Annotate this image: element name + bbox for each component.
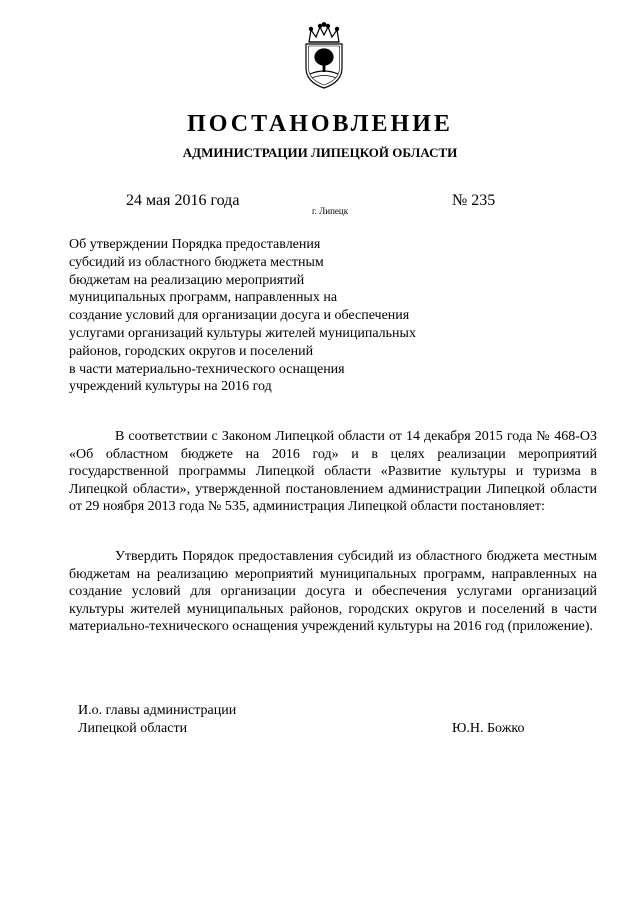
heading-line: субсидий из областного бюджета местным bbox=[69, 254, 324, 270]
signatory-position bbox=[78, 702, 236, 737]
heading-line: в части материально-технического оснащения bbox=[69, 361, 345, 377]
document-subtitle: АДМИНИСТРАЦИИ ЛИПЕЦКОЙ ОБЛАСТИ bbox=[182, 145, 458, 160]
heading-line: районов, городских округов и поселений bbox=[69, 343, 314, 359]
preamble-paragraph: В соответствии с Законом Липецкой области от 14 декабря 2015 года № 468-ОЗ «Об областном бюджете на 2016 год» и в целях реализации мероприятий государственной программы Липецкой области «Развитие культуры и туризма в Липецкой области», утвержденной постановлением администрации Липецкой области от 29 ноября 2013 года № 535, администрация Липецкой области постановляет: bbox=[69, 429, 597, 515]
signatory-name: Ю.Н. Божко bbox=[452, 721, 525, 736]
heading-line: муниципальных программ, направленных на bbox=[69, 290, 338, 306]
document-heading bbox=[69, 236, 489, 396]
heading-line: учреждений культуры на 2016 год bbox=[69, 379, 272, 395]
signatory-position-line: Липецкой области bbox=[78, 720, 188, 736]
signatory-position-line: И.о. главы администрации bbox=[78, 703, 237, 718]
heading-line: создание условий для организации досуга и обеспечения bbox=[69, 308, 410, 324]
heading-line: услугами организаций культуры жителей муниципальных bbox=[69, 325, 416, 341]
resolution-paragraph: Утвердить Порядок предоставления субсидий из областного бюджета местным бюджетам на реализацию мероприятий муниципальных программ, направленных на создание условий для организации досуга и обеспечения услугами организаций культуры жителей муниципальных районов, городских округов и поселений в части материально-технического оснащения учреждений культуры на 2016 год (приложение). bbox=[69, 549, 597, 635]
document-number: № 235 bbox=[452, 192, 496, 209]
heading-line: бюджетам на реализацию мероприятий bbox=[69, 272, 305, 288]
document-city: г. Липецк bbox=[312, 206, 349, 216]
document-title: ПОСТАНОВЛЕНИЕ bbox=[187, 111, 453, 137]
heading-line: Об утверждении Порядка предоставления bbox=[69, 237, 321, 252]
document-date: 24 мая 2016 года bbox=[126, 192, 240, 209]
coat-of-arms-icon bbox=[299, 22, 349, 90]
